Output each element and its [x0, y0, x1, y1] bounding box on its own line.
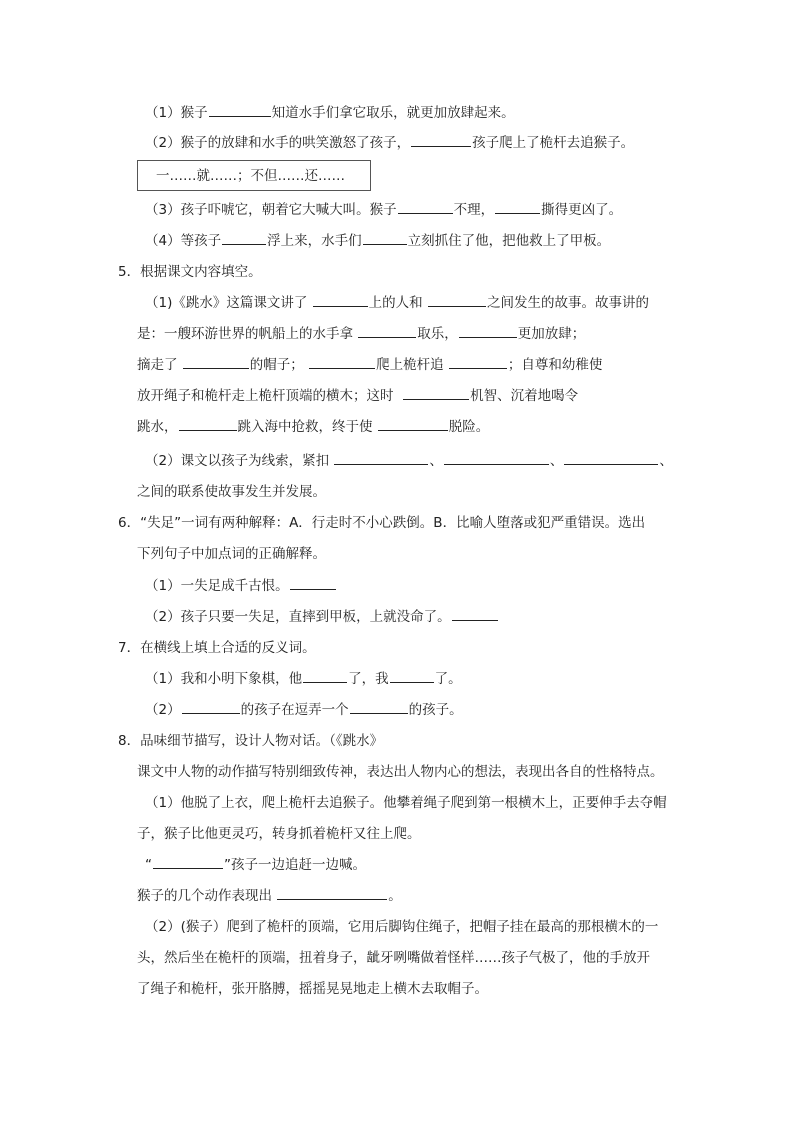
q6-s2-text: （2）孩子只要一失足，直摔到甲板，上就没命了。 [145, 609, 451, 625]
q5-p6 [145, 451, 673, 471]
q5-p4-text: 放开绳子和桅杆走上桅杆顶端的横木；这时 [137, 388, 394, 404]
blank[interactable] [153, 855, 223, 869]
q5-p3-text: 爬上桅杆追 [376, 357, 444, 373]
q5-p1-text: 之间发生的故事。故事讲的 [486, 295, 649, 311]
blank[interactable] [411, 133, 471, 147]
q5-p5-text: 跳水， [137, 419, 178, 435]
blank[interactable] [290, 576, 336, 590]
q5-p3 [137, 355, 602, 375]
q7-title: 7．在横线上填上合适的反义词。 [118, 640, 316, 656]
q7-s1-text: 了，我 [348, 671, 389, 687]
q5-p5-text: 脱险。 [448, 419, 490, 435]
blank[interactable] [222, 231, 266, 245]
blank[interactable] [350, 700, 408, 714]
q8-p1-line2: 子，猴子比他更灵巧，转身抓着桅杆又往上爬。 [137, 826, 421, 842]
q5-p5-text: 跳入海中抢救，终于使 [237, 419, 373, 435]
q5-p2-text: 是：一艘环游世界的帆船上的水手拿 [137, 326, 353, 342]
blank[interactable] [183, 355, 249, 369]
blank[interactable] [309, 355, 375, 369]
q8-p2-line3: 了绳子和桅杆，张开胳膊，摇摇晃晃地走上横木去取帽子。 [137, 981, 488, 997]
blank[interactable] [358, 324, 416, 338]
q7-s2-text: 的孩子。 [408, 702, 463, 718]
q7-s2 [145, 700, 463, 720]
blank[interactable] [564, 451, 658, 465]
word-bank-text: 一……就……；不但……还…… [156, 168, 345, 184]
q7-s1 [145, 669, 462, 689]
q5-p3-text: 的帽子； [249, 357, 304, 373]
blank[interactable] [363, 231, 407, 245]
q8-title: 8．品味细节描写，设计人物对话。（《跳水》 [118, 733, 384, 749]
q5-p1-text: （1)《跳水》这篇课文讲了 [145, 295, 308, 311]
q5-p1 [145, 293, 649, 313]
blank[interactable] [303, 669, 347, 683]
q8-p2-line1: （2）(猴子）爬到了桅杆的顶端，它用后脚钩住绳子，把帽子挂在最高的那根横木的一 [145, 919, 659, 935]
q5-p2 [137, 324, 585, 344]
blank[interactable] [390, 669, 434, 683]
q6-s2 [145, 607, 499, 627]
blank[interactable] [313, 293, 368, 307]
blank[interactable] [179, 417, 237, 431]
q5-p2-text: 更加放肆； [517, 326, 586, 342]
q8-monkey-line [137, 886, 402, 906]
q5-p4-text: 机智、沉着地喝令 [470, 388, 579, 404]
q5-p2-text: 取乐， [417, 326, 458, 342]
q5-p1-text: 上的人和 [368, 295, 423, 311]
blank[interactable] [398, 200, 453, 214]
q8-p2-line2: 头，然后坐在桅杆的顶端，扭着身子，龇牙咧嘴做着怪样……孩子气极了，他的手放开 [137, 950, 650, 966]
item-4-text-b: 浮上来，水手们 [267, 233, 362, 249]
q5-p3-text: 摘走了 [137, 357, 178, 373]
q8-intro: 课文中人物的动作描写特别细致传神，表达出人物内心的想法，表现出各自的性格特点。 [137, 764, 664, 780]
q8-p1-line1: （1）他脱了上衣，爬上桅杆去追猴子。他攀着绳子爬到第一根横木上，正要伸手去夺帽 [145, 795, 667, 811]
item-2-text-a: （2）猴子的放肆和水手的哄笑激怒了孩子， [145, 135, 411, 151]
blank[interactable] [403, 386, 469, 400]
item-1 [145, 103, 515, 123]
item-3 [145, 200, 622, 220]
item-2-text-b: 孩子爬上了桅杆去追猴子。 [472, 135, 635, 151]
blank[interactable] [334, 451, 428, 465]
q7-s2-text: （2） [145, 702, 181, 718]
q6-title-line2: 下列句子中加点词的正确解释。 [137, 546, 326, 562]
blank[interactable] [277, 886, 387, 900]
quote-open: “ [145, 857, 152, 873]
q5-p6-text: （2）课文以孩子为线索，紧扣 [145, 453, 330, 469]
q6-title-line1: 6．“失足”一词有两种解释：A．行走时不小心跌倒。B．比喻人堕落或犯严重错误。选出 [118, 515, 646, 531]
item-1-text-b: 知道水手们拿它取乐，就更加放肆起来。 [271, 105, 515, 121]
blank[interactable] [378, 417, 448, 431]
q8-monkey-text: 猴子的几个动作表现出 [137, 888, 272, 904]
q5-title: 5．根据课文内容填空。 [118, 264, 262, 280]
q5-p6-text: 、 [549, 453, 564, 469]
blank[interactable] [459, 324, 517, 338]
q5-p7: 之间的联系使故事发生并发展。 [137, 484, 326, 500]
word-bank-box [137, 160, 371, 191]
q5-p4 [137, 386, 578, 406]
item-2 [145, 133, 634, 153]
q5-p3-text: ；自尊和幼稚使 [507, 357, 603, 373]
item-3-text-b: 不理， [453, 202, 495, 218]
q7-s1-text: 了。 [434, 671, 462, 687]
item-3-text-c: 撕得更凶了。 [541, 202, 623, 218]
item-4-text-a: （4）等孩子 [145, 233, 222, 249]
q8-dialog-line [145, 855, 366, 875]
q8-dialog-text: ”孩子一边追赶一边喊。 [224, 857, 366, 873]
blank[interactable] [444, 451, 549, 465]
blank[interactable] [449, 355, 507, 369]
q7-s1-text: （1）我和小明下象棋，他 [145, 671, 303, 687]
blank[interactable] [209, 103, 271, 117]
blank[interactable] [182, 700, 240, 714]
q6-s1-text: （1）一失足成千古恨。 [145, 578, 289, 594]
item-4 [145, 231, 610, 251]
blank[interactable] [428, 293, 486, 307]
q8-period: 。 [388, 888, 402, 904]
q5-p6-text: 、 [429, 453, 443, 469]
q5-p5 [137, 417, 489, 437]
q6-s1 [145, 576, 337, 596]
blank[interactable] [495, 200, 540, 214]
item-1-text-a: （1）猴子 [145, 105, 208, 121]
q7-s2-text: 的孩子在逗弄一个 [240, 702, 349, 718]
blank[interactable] [452, 607, 498, 621]
item-3-text-a: （3）孩子吓唬它，朝着它大喊大叫。猴子 [145, 202, 397, 218]
item-4-text-c: 立刻抓住了他，把他救上了甲板。 [407, 233, 611, 249]
q5-p6-text: 、 [659, 453, 673, 469]
